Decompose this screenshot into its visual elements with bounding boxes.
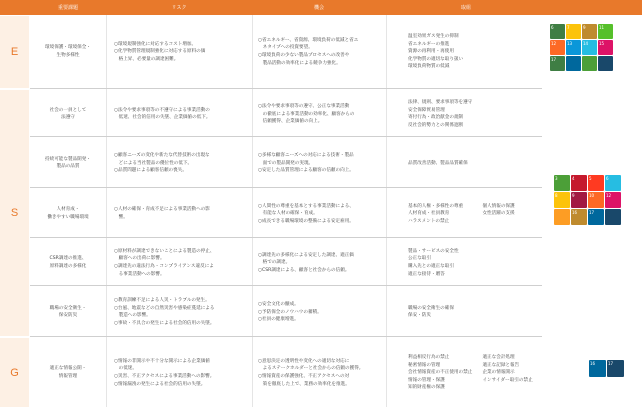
header-category-cell <box>0 0 30 15</box>
measure-row <box>408 63 546 71</box>
sdg-goal-icon <box>605 209 621 225</box>
risk-cell-line: ○情報の非開示や不十分な開示による企業価値 <box>114 358 210 364</box>
opportunity-cell <box>258 103 384 126</box>
measure-row <box>408 362 546 370</box>
opportunity-cell-line: ○情報資産の保護強化、不正アクセスへの対 <box>258 373 350 379</box>
measure-row <box>408 122 546 130</box>
risk-cell <box>114 297 250 327</box>
measures-cell <box>408 248 546 278</box>
theme-cell <box>32 365 104 380</box>
measure-row <box>408 312 546 320</box>
measure-row <box>408 263 546 271</box>
sdg-goal-icon <box>582 56 597 71</box>
opportunity-cell-line: 面での製品開発の実現。 <box>258 160 314 166</box>
category-s: S <box>0 90 29 336</box>
risk-cell-line: ○品質問題による顧客信頼の喪失。 <box>114 168 187 174</box>
measure-row <box>408 210 546 218</box>
risk-cell-line: ○事故・不具合の発生による社会的信用の失墜。 <box>114 321 215 327</box>
measure-item: 企業の情報開示 <box>482 370 515 376</box>
opportunity-cell <box>258 252 384 275</box>
opportunity-cell-line: ○安全文化の醸成。 <box>258 302 299 308</box>
opportunity-cell-line: よるステークホルダーと社会からの信頼の獲得。 <box>258 366 364 372</box>
measure-item: 個人情報の保護 <box>482 203 515 209</box>
measure-item: 適正な記録と報告 <box>482 362 520 368</box>
measure-item: 人材育成・社員教育 <box>408 211 450 217</box>
opportunity-cell-line: 信頼獲得、企業価値の向上。 <box>258 119 323 125</box>
risk-cell-line: の低迷。 <box>114 366 137 372</box>
theme-cell-line: 環境保護・環境保全・ <box>45 45 91 51</box>
category-g: G <box>0 338 29 407</box>
measure-item: 法律、規則、要求事項等を遵守 <box>408 100 473 106</box>
measure-item: 情報の管理・保護 <box>408 377 445 383</box>
sdg-goal-icon: 6 <box>550 24 565 39</box>
sdg-goal-icon <box>598 56 613 71</box>
theme-cell <box>32 206 104 221</box>
opportunity-cell <box>258 203 384 226</box>
measures-cell <box>408 354 546 392</box>
measure-item: 保安・防災 <box>408 313 431 319</box>
measure-row <box>408 305 546 313</box>
measure-row <box>408 271 546 279</box>
sdg-goal-icon: 17 <box>550 56 565 71</box>
measure-row <box>408 248 546 256</box>
opportunity-cell-line: ○意思決定の透明性や変化への適切な対応に <box>258 358 350 364</box>
risk-cell-line: ○情報漏洩の発生による社会的信用の失墜。 <box>114 381 206 387</box>
risk-cell <box>114 107 250 122</box>
measure-item: 購入先との適正な取引 <box>408 263 454 269</box>
sdg-goal-icon: 4 <box>571 175 587 191</box>
sdg-goal-icon: 12 <box>605 192 621 208</box>
theme-cell-line: 働きやすい職場環境 <box>47 214 89 220</box>
risk-cell-line: 顧客への出荷に影響。 <box>114 256 165 262</box>
theme-cell-line: 社会の一員として <box>49 107 87 113</box>
opportunity-cell-line: ネタイプへの投資要望。 <box>258 45 313 51</box>
theme-cell-line: 情報管理 <box>58 373 78 379</box>
opportunity-cell-line: ○省エネルギー、省資源、環境負荷の低減と省エ <box>258 37 359 43</box>
risk-cell-line: ○化学物質管理規制強化に対応する原料の価 <box>114 49 206 55</box>
risk-cell-line: 響。 <box>114 214 128 220</box>
theme-cell-line: 法遵守 <box>61 115 75 121</box>
sdg-goal-icon <box>554 209 570 225</box>
theme-cell-line: 製品の品質 <box>56 164 80 170</box>
sdg-icons-governance <box>589 360 624 377</box>
measure-item: インサイダー取引の禁止 <box>482 377 533 383</box>
measure-row <box>408 218 546 226</box>
theme-cell-line: 持続可能な製品開発・ <box>45 156 91 162</box>
risk-cell-line: 製造への影響。 <box>114 313 151 319</box>
opportunity-cell-line: の徹底による事業活動の効率化、顧客からの <box>258 111 355 117</box>
risk-cell-line: ○法令や要求事項等の不遵守による事業活動の <box>114 107 210 113</box>
risk-cell-line: ○災害、不正アクセスによる事業活動への影響。 <box>114 373 215 379</box>
sdg-goal-icon: 7 <box>566 24 581 39</box>
measures-cell <box>408 160 546 168</box>
sdg-goal-icon: 16 <box>589 360 606 377</box>
sdg-goal-icon: 15 <box>598 40 613 55</box>
sdg-icons-environment <box>550 24 613 71</box>
theme-cell <box>32 44 104 59</box>
sdg-icons-social <box>554 175 621 225</box>
risk-cell-line: ○原材料が調達できないことによる製造の停止、 <box>114 248 215 254</box>
risk-cell <box>114 358 250 388</box>
measure-item: 反社会的勢力との関係遮断 <box>408 123 464 129</box>
risk-cell-line: 格上昇、必要量の調達困難。 <box>114 56 179 62</box>
opportunity-cell <box>258 358 384 388</box>
risk-cell-line: ○教育訓練不足による人災・トラブルの発生。 <box>114 298 210 304</box>
sdg-goal-icon: 10 <box>588 192 604 208</box>
sdg-goal-icon: 16 <box>571 209 587 225</box>
measure-row <box>408 48 546 56</box>
opportunity-cell-line: ○法令や要求事項等の遵守、公正な事業活動 <box>258 104 350 110</box>
measure-item: 製品・サービスの安全性 <box>408 248 459 254</box>
measure-row <box>408 255 546 263</box>
theme-cell-line: 保安防災 <box>58 313 78 319</box>
theme-cell <box>32 255 104 270</box>
sdg-goal-icon: 5 <box>588 175 604 191</box>
sdg-goal-icon: 14 <box>582 40 597 55</box>
measure-row <box>408 41 546 49</box>
measure-row <box>408 160 546 168</box>
opportunity-cell <box>258 37 384 67</box>
sdg-goal-icon: 9 <box>582 24 597 39</box>
header-sdg <box>546 0 642 15</box>
measure-row <box>408 33 546 41</box>
measure-item: 安全保障貿易管理 <box>408 107 445 113</box>
measures-cell <box>408 33 546 71</box>
measure-row <box>408 203 546 211</box>
measure-item: 利益相反行為の禁止 <box>408 355 450 360</box>
opportunity-cell-line: ○人間性の尊重を基本とする事業活動による、 <box>258 203 354 209</box>
opportunity-cell-line: 製品活動の効率化による競争力強化。 <box>258 60 341 66</box>
opportunity-cell-line: ○予防保全のノウハウの蓄積。 <box>258 309 322 315</box>
opportunity-cell-line: ○多様な顧客ニーズへの対応による技術・製品 <box>258 153 354 159</box>
measure-item: 会社情報資産の不正使用の禁止 <box>408 370 473 376</box>
header-opportunity: 機会 <box>252 0 386 15</box>
risk-cell <box>114 206 250 221</box>
opportunity-cell-line: ○社員の健康増進。 <box>258 317 299 323</box>
measure-item: 適正な会計処理 <box>482 355 515 360</box>
measure-row <box>408 377 546 385</box>
risk-cell <box>114 248 250 278</box>
risk-cell-line: ○人材の確保・育成不足による事業活動への影 <box>114 207 210 213</box>
risk-cell <box>114 41 250 64</box>
measure-item: 資源の再利用・再使用 <box>408 49 454 55</box>
measures-cell <box>408 305 546 320</box>
sdg-goal-icon: 9 <box>571 192 587 208</box>
risk-cell <box>114 152 250 175</box>
header-theme: 重要課題 <box>30 0 106 15</box>
measure-row <box>408 114 546 122</box>
sdg-goal-icon: 12 <box>550 40 565 55</box>
measure-item: 職場の安全衛生の確保 <box>408 305 454 311</box>
measure-item: 基本的人権・多様性の尊重 <box>408 203 464 209</box>
opportunity-cell-line: 策を徹底した上で、業務の効率化を推進。 <box>258 381 350 387</box>
risk-cell-line: 低迷、社会的信用の失墜、企業価値の低下。 <box>114 115 211 121</box>
theme-cell-line: 原料調達の多様化 <box>49 263 87 269</box>
risk-cell-line: ○調達先の違法行為・コンプライアンス違反によ <box>114 263 214 269</box>
opportunity-cell-line: ○環境負荷の少ない製品プロセスへの改善や <box>258 52 350 58</box>
risk-cell-line: どによる当社製品の優位性の低下。 <box>114 160 193 166</box>
opportunity-cell <box>258 301 384 324</box>
sdg-goal-icon: 17 <box>588 209 604 225</box>
opportunity-cell-line: ○成長できる職場環境の整備による安定雇用。 <box>258 218 354 224</box>
header-risk: リスク <box>106 0 252 15</box>
theme-cell <box>32 305 104 320</box>
measure-item: 秘密情報の管理 <box>408 362 441 368</box>
risk-cell-line: ○台風、地震などの自然災害や感染症蔓延による <box>114 305 215 311</box>
sdg-goal-icon: 17 <box>607 360 624 377</box>
measure-item: 省エネルギーの推進 <box>408 41 450 47</box>
measure-row <box>408 56 546 64</box>
opportunity-cell-line: ○調達先の多様化による安定した調達、適正価 <box>258 252 354 258</box>
category-e: E <box>0 16 29 88</box>
measure-item: 品質改善活動、製品品質確保 <box>408 160 468 166</box>
sdg-goal-icon: 6 <box>605 175 621 191</box>
measure-row <box>408 99 546 107</box>
measures-cell <box>408 99 546 129</box>
opportunity-cell-line: ○CSR調達による、顧客と社会からの信頼。 <box>258 267 350 273</box>
sdg-goal-icon <box>566 56 581 71</box>
theme-cell-line: 職場の安全衛生・ <box>49 305 87 311</box>
theme-cell <box>32 107 104 122</box>
risk-cell-line: ○環境規制強化に対応するコスト増加。 <box>114 41 197 47</box>
measure-item: 寄付行為・政治献金の規制 <box>408 115 464 121</box>
theme-cell <box>32 156 104 171</box>
measure-row <box>408 107 546 115</box>
sdg-goal-icon: 8 <box>554 192 570 208</box>
sdg-goal-icon: 13 <box>566 40 581 55</box>
theme-cell-line: 適正な情報公開・ <box>49 366 87 372</box>
opportunity-cell-line: 有能な人材の確保・育成。 <box>258 211 318 217</box>
measure-item: 環境負荷物質の低減 <box>408 64 450 70</box>
sdg-goal-icon: 3 <box>554 175 570 191</box>
theme-cell-line: 生物多様性 <box>56 52 80 58</box>
measure-item: 温室効果ガス発生の抑制 <box>408 34 459 39</box>
sdg-goal-icon: 11 <box>598 24 613 39</box>
measure-row <box>408 384 546 392</box>
opportunity-cell <box>258 152 384 175</box>
measure-item: 知的財産権の保護 <box>408 385 445 391</box>
opportunity-cell-line: ○安定した品質管理による顧客の信頼の向上。 <box>258 168 354 174</box>
measure-item: 女性活躍の支援 <box>482 211 515 217</box>
measure-row <box>408 369 546 377</box>
opportunity-cell-line: 格での調達。 <box>258 260 291 266</box>
theme-cell-line: 人材育成・ <box>56 207 80 213</box>
risk-cell-line: る事業活動への影響。 <box>114 271 165 277</box>
measure-row <box>408 354 546 362</box>
risk-cell-line: ○顧客ニーズの変化や新たな代替技術の出現な <box>114 153 210 159</box>
theme-cell-line: CSR調達の推進、 <box>49 256 87 262</box>
measure-item: 公正な取引 <box>408 256 431 262</box>
measure-item: 化学物質の適切な取り扱い <box>408 56 464 62</box>
measure-item: 適正な接待・贈答 <box>408 271 445 277</box>
measures-cell <box>408 203 546 226</box>
measure-item: ハラスメントの禁止 <box>408 218 450 224</box>
header-measures: 取組 <box>386 0 546 15</box>
